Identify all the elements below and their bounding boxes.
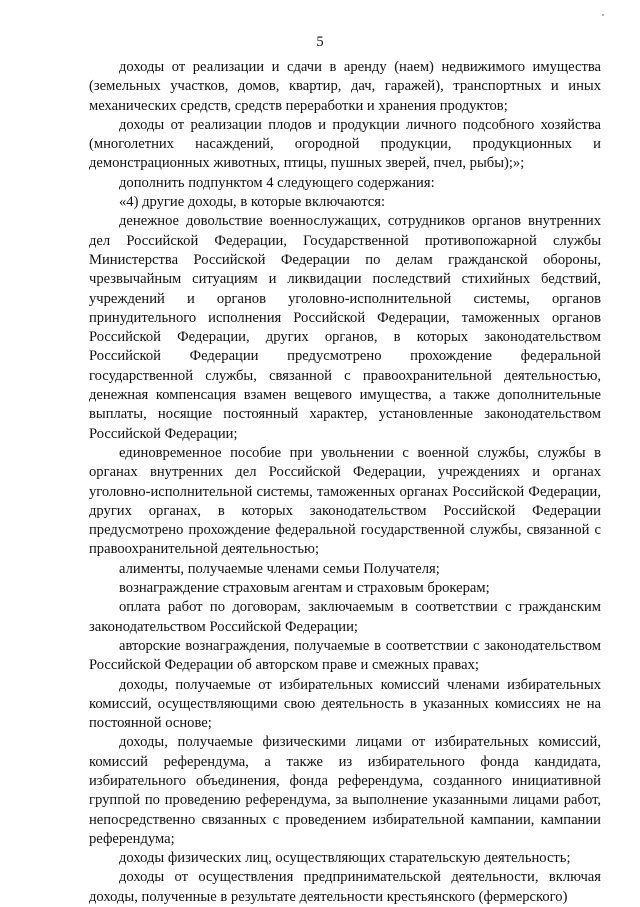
paragraph: доходы, получаемые физическими лицами от избирательных комиссий, комиссий референдума, а также из избирательного фонда кандидата, избирательного объединения, фонда референдума, созданного инициативной группой по проведению референдума, за выполнение указанными лицами работ, непосредственно связанных с проведением избирательной кампании, кампании референдума; bbox=[89, 734, 601, 847]
paragraph: доходы, получаемые от избирательных комиссий членами избирательных комиссий, осуществляющими свою деятельность в указанных комиссиях не на постоянной основе; bbox=[89, 676, 601, 732]
paragraph: денежное довольствие военнослужащих, сотрудников органов внутренних дел Российской Федерации, Государственной противопожарной службы Министерства Российской Федерации по делам гражданской обороны, чрезвычайным ситуациям и ликвидации последствий стихийных бедствий, учреждений и органов уголовно-исполнительной системы, органов принудительного исполнения Российской Федерации, таможенных органов Российской Федерации, других органов, в которых законодательством Российской Федерации предусмотрено прохождение федеральной государственной службы, связанной с правоохранительной деятельностью, денежная компенсация взамен вещевого имущества, а также дополнительные выплаты, носящие постоянный характер, установленные законодательством Российской Федерации; bbox=[89, 213, 601, 442]
paragraph: доходы от реализации плодов и продукции личного подсобного хозяйства (многолетних насаждений, огородной продукции, продукционных и демонстрационных животных, птицы, пушных зверей, пчел, рыбы);»; bbox=[89, 116, 601, 172]
page-number: 5 bbox=[316, 34, 324, 50]
paragraph: авторские вознаграждения, получаемые в соответствии с законодательством Российской Федерации об авторском праве и смежных правах; bbox=[89, 637, 601, 674]
document-body bbox=[89, 58, 601, 907]
paragraph: оплата работ по договорам, заключаемым в соответствии с гражданским законодательством Российской Федерации; bbox=[89, 599, 601, 635]
paragraph: дополнить подпунктом 4 следующего содержания: bbox=[119, 174, 435, 191]
paragraph: доходы физических лиц, осуществляющих старательскую деятельность; bbox=[119, 850, 571, 867]
paragraph: «4) другие доходы, в которые включаются: bbox=[119, 194, 385, 211]
paragraph: доходы от реализации и сдачи в аренду (наем) недвижимого имущества (земельных участков, домов, квартир, дач, гаражей), транспортных и иных механических средств, средств переработки и хранения продуктов; bbox=[89, 59, 601, 114]
paragraph: вознаграждение страховым агентам и страховым брокерам; bbox=[119, 580, 490, 597]
paragraph: единовременное пособие при увольнении с военной службы, службы в органах внутренних дел Российской Федерации, учреждениях и органах уголовно-исполнительной системы, таможенных органах Российской Федерации, других органах, в которых законодательством Российской Федерации предусмотрено прохождение федеральной государственной службы, связанной с правоохранительной деятельностью; bbox=[89, 444, 601, 558]
scan-speck bbox=[602, 14, 604, 16]
paragraph: доходы от осуществления предпринимательской деятельности, включая доходы, полученные в результате деятельности крестьянского (фермерского) bbox=[89, 869, 601, 905]
paragraph: алименты, получаемые членами семьи Получателя; bbox=[119, 560, 440, 577]
